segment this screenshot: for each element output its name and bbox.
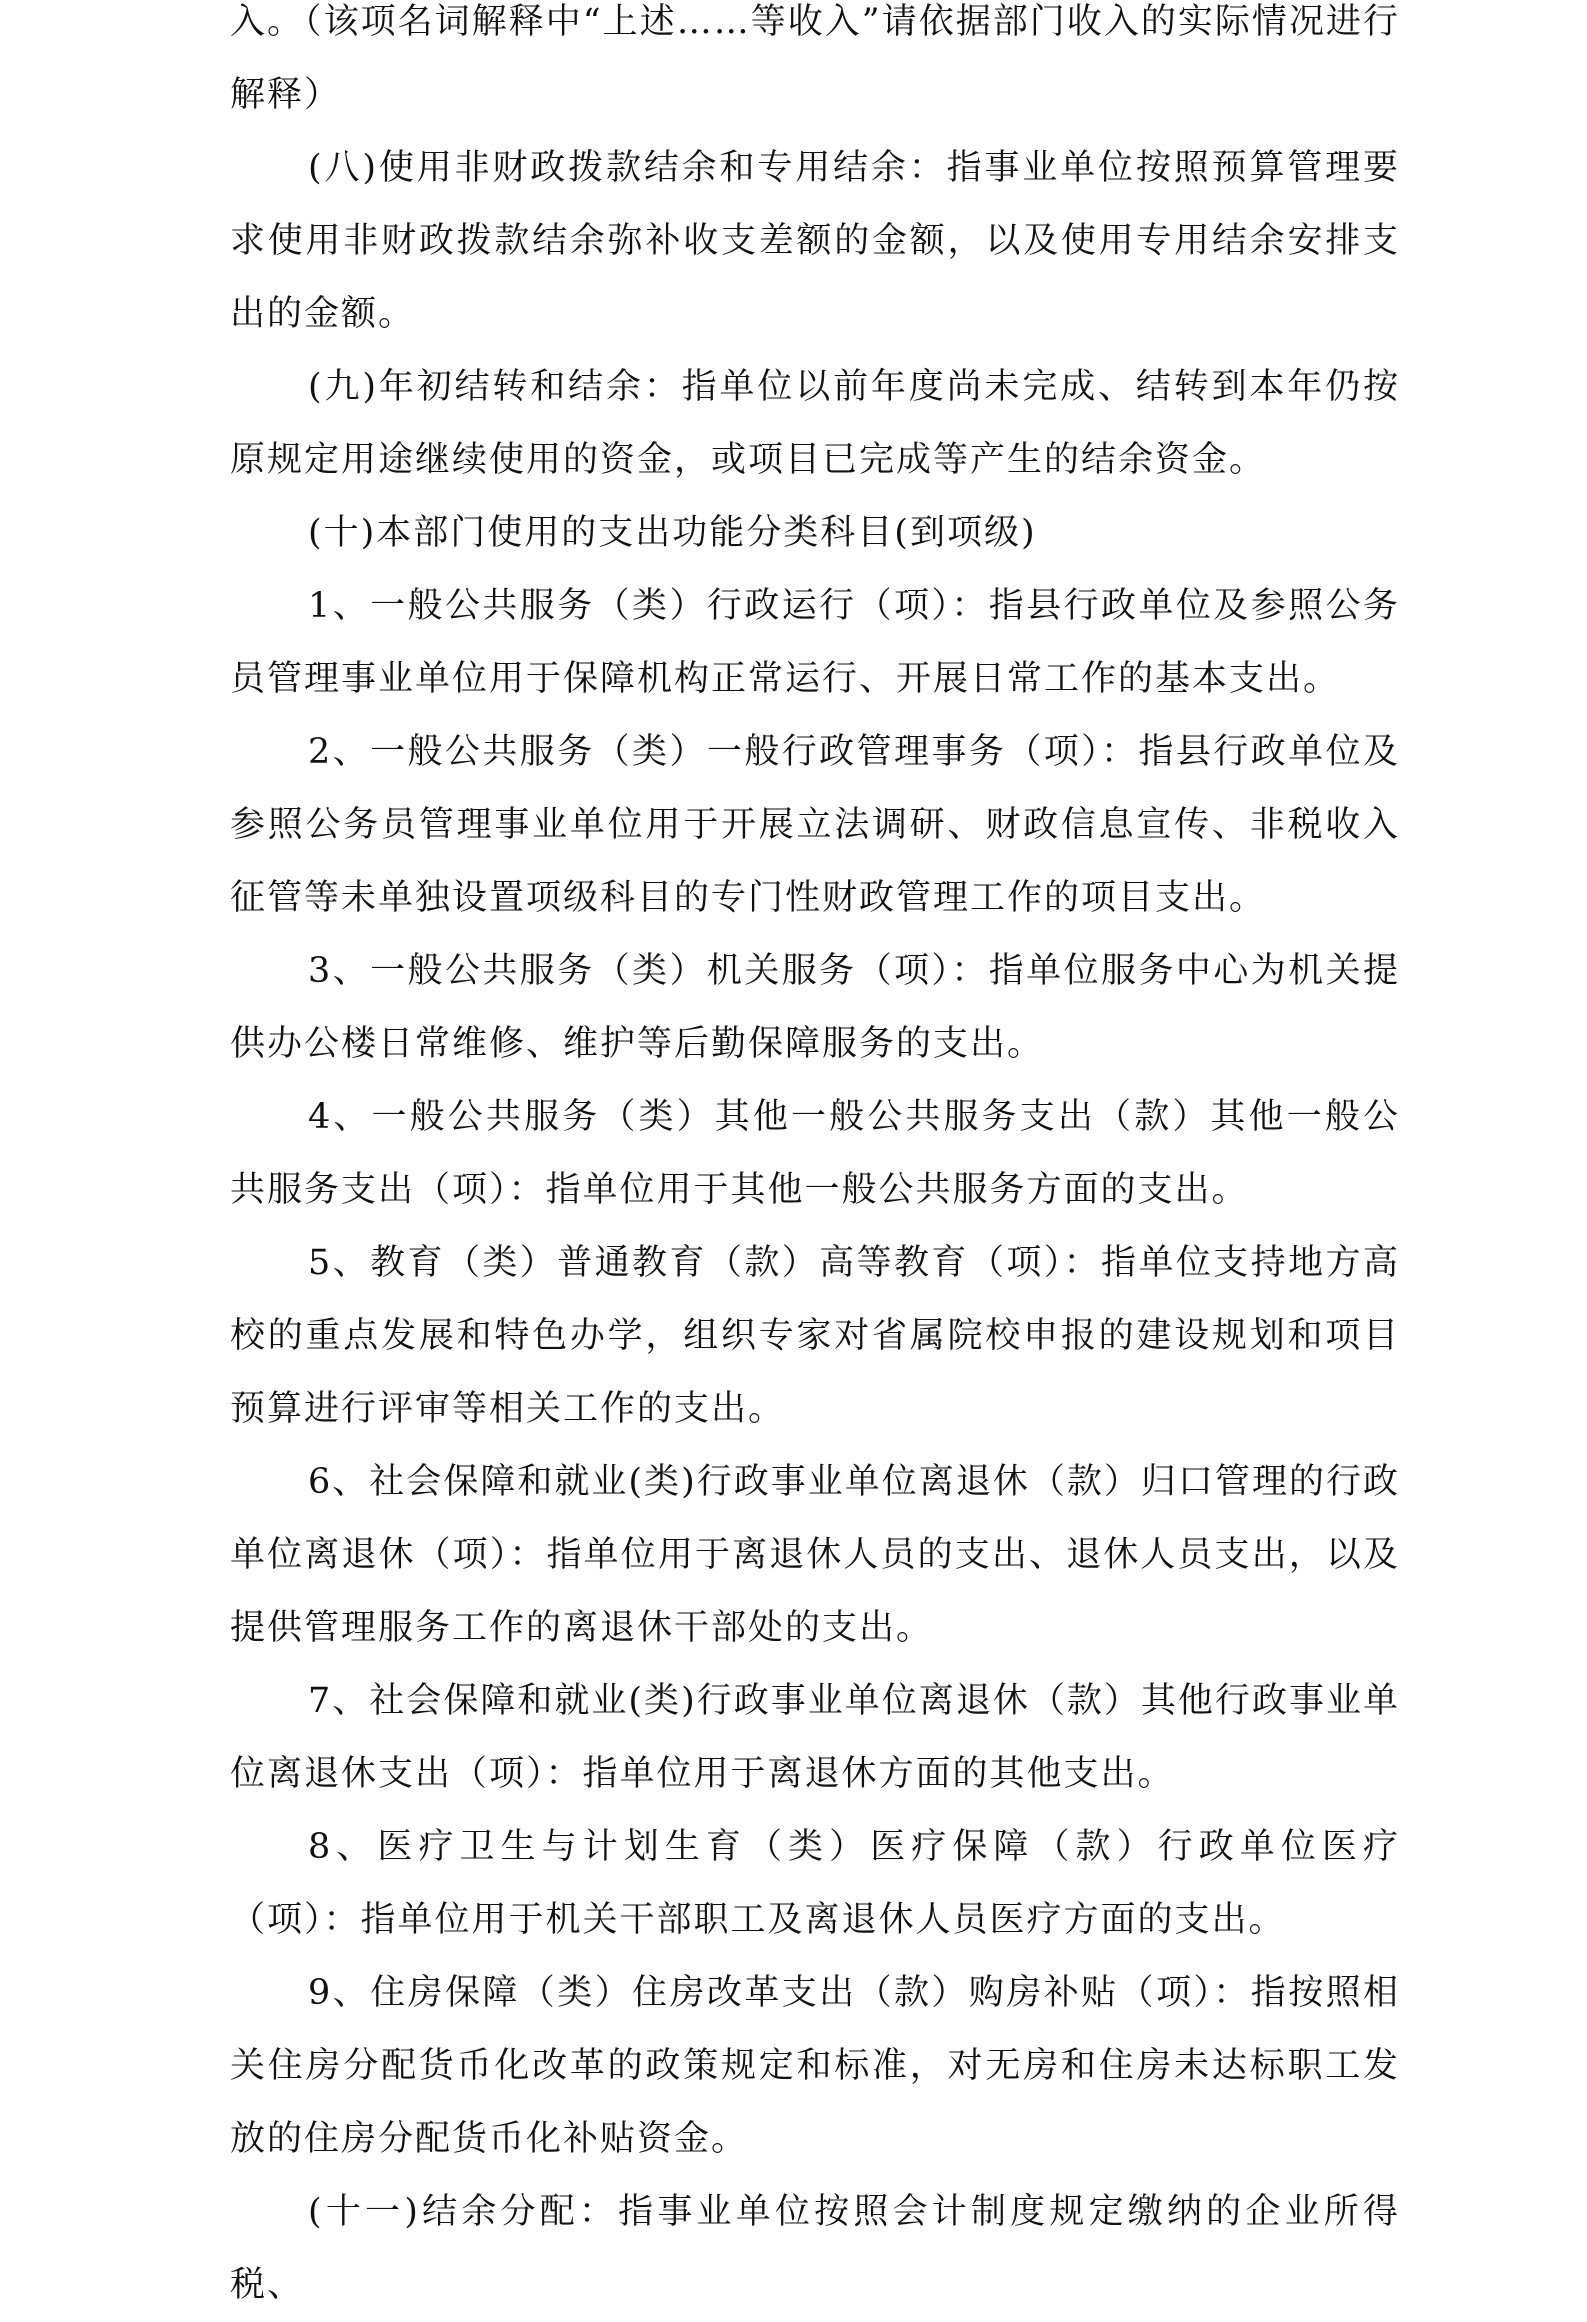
paragraph-item-10-function-categories: (十)本部门使用的支出功能分类科目(到项级): [308, 513, 1037, 553]
paragraph-category-4: 4、一般公共服务（类）其他一般公共服务支出（款）其他一般公共服务支出（项）：指单位用于其他一般公共服务方面的支出。: [230, 1097, 1400, 1210]
paragraph-income-note: 入。（该项名词解释中“上述……等收入”请依据部门收入的实际情况进行解释）: [230, 2, 1400, 115]
paragraph-category-2: 2、一般公共服务（类）一般行政管理事务（项）：指县行政单位及参照公务员管理事业单位用于开展立法调研、财政信息宣传、非税收入征管等未单独设置项级科目的专门性财政管理工作的项目支出。: [230, 732, 1400, 918]
paragraph-category-6: 6、社会保障和就业(类)行政事业单位离退休（款）归口管理的行政单位离退休（项）：指单位用于离退休人员的支出、退休人员支出，以及提供管理服务工作的离退休干部处的支出。: [230, 1462, 1400, 1648]
paragraph-category-3: 3、一般公共服务（类）机关服务（项）：指单位服务中心为机关提供办公楼日常维修、维护等后勤保障服务的支出。: [230, 951, 1400, 1064]
paragraph-category-8: 8、医疗卫生与计划生育（类）医疗保障（款）行政单位医疗（项）：指单位用于机关干部职工及离退休人员医疗方面的支出。: [230, 1827, 1400, 1940]
paragraph-category-5: 5、教育（类）普通教育（款）高等教育（项）：指单位支持地方高校的重点发展和特色办学，组织专家对省属院校申报的建设规划和项目预算进行评审等相关工作的支出。: [230, 1243, 1400, 1429]
document-page: [230, 0, 1400, 2322]
paragraph-category-7: 7、社会保障和就业(类)行政事业单位离退休（款）其他行政事业单位离退休支出（项）：指单位用于离退休方面的其他支出。: [230, 1681, 1400, 1794]
paragraph-category-1: 1、一般公共服务（类）行政运行（项）：指县行政单位及参照公务员管理事业单位用于保障机构正常运行、开展日常工作的基本支出。: [230, 586, 1400, 699]
paragraph-item-11-surplus-distribution: (十一)结余分配：指事业单位按照会计制度规定缴纳的企业所得税、: [230, 2192, 1400, 2305]
paragraph-item-9-carryover: (九)年初结转和结余：指单位以前年度尚未完成、结转到本年仍按原规定用途继续使用的资金，或项目已完成等产生的结余资金。: [230, 367, 1400, 480]
paragraph-item-8-special-surplus: (八)使用非财政拨款结余和专用结余：指事业单位按照预算管理要求使用非财政拨款结余弥补收支差额的金额，以及使用专用结余安排支出的金额。: [230, 148, 1400, 334]
paragraph-category-9: 9、住房保障（类）住房改革支出（款）购房补贴（项）：指按照相关住房分配货币化改革的政策规定和标准，对无房和住房未达标职工发放的住房分配货币化补贴资金。: [230, 1973, 1400, 2159]
